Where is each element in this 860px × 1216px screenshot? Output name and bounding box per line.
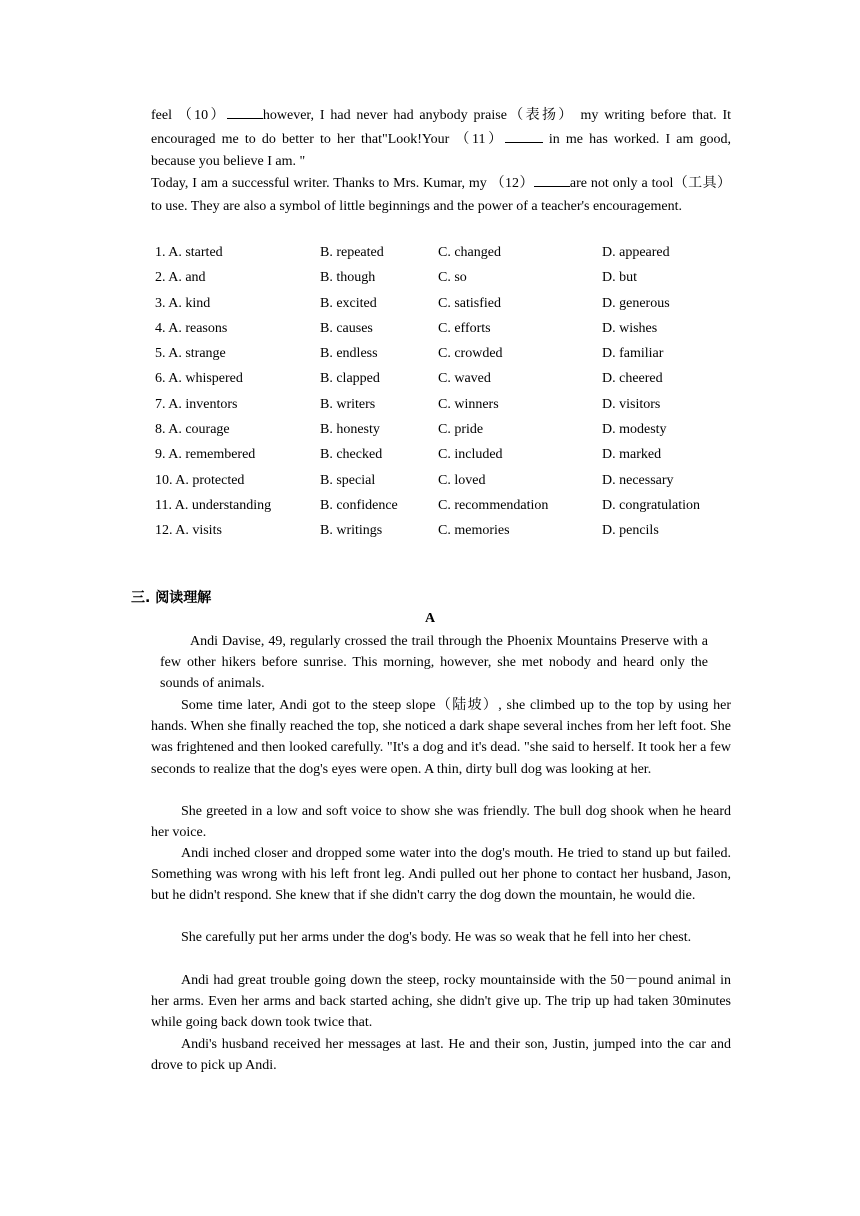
- cloze-text: Today, I am a successful writer. Thanks to Mrs. Kumar, my （12）: [151, 176, 534, 191]
- option-a: 8. A. courage: [155, 422, 230, 438]
- blank-12: [534, 172, 570, 187]
- option-row: [155, 366, 755, 391]
- cloze-paragraph-1: [151, 104, 731, 174]
- option-d: D. congratulation: [602, 497, 700, 513]
- option-b: B. causes: [320, 320, 373, 336]
- option-c: C. pride: [438, 422, 484, 438]
- option-c: C. crowded: [438, 346, 503, 362]
- option-d: D. modesty: [602, 422, 667, 438]
- option-b: B. checked: [320, 447, 383, 463]
- option-c: C. winners: [438, 396, 499, 412]
- option-c: C. changed: [438, 245, 501, 260]
- cloze-paragraph-2: [151, 172, 731, 218]
- option-a: 9. A. remembered: [155, 447, 256, 463]
- option-d: D. familiar: [602, 346, 664, 362]
- option-row: [155, 265, 755, 290]
- option-b: B. writings: [320, 523, 383, 539]
- option-a: 7. A. inventors: [155, 396, 238, 412]
- option-row: [155, 392, 755, 417]
- story-paragraph-4: Andi inched closer and dropped some water into the dog's mouth. He tried to stand up but failed. Something was wrong with his left front leg. Andi pulled out her phone to contact her husband, Jason, but he didn't respond. She knew that if she didn't carry the dog down the mountain, he would die.: [151, 846, 731, 904]
- option-row: [155, 240, 755, 265]
- option-c: C. waved: [438, 371, 491, 387]
- option-row: [155, 291, 755, 316]
- options-table: [155, 240, 755, 544]
- option-c: C. included: [438, 447, 503, 463]
- option-a: 3. A. kind: [155, 295, 211, 311]
- option-a: 12. A. visits: [155, 523, 222, 539]
- option-c: C. recommendation: [438, 497, 549, 513]
- cloze-text: in me has worked. I am good, because you believe I am. ": [151, 131, 731, 169]
- story-paragraph-5: She carefully put her arms under the dog's body. He was so weak that he fell into her chest.: [181, 930, 692, 945]
- option-row: [155, 442, 755, 467]
- story-paragraph-3: She greeted in a low and soft voice to show she was friendly. The bull dog shook when he heard her voice.: [151, 804, 731, 841]
- option-d: D. pencils: [602, 523, 659, 539]
- option-b: B. endless: [320, 346, 378, 362]
- option-d: D. cheered: [602, 371, 663, 387]
- story-paragraph-2: Some time later, Andi got to the steep slope（陆坡）, she climbed up to the top by using her hands. When she finally reached the top, she noticed a dark shape several inches from her left foot. She was frightened and then looked carefully. "It's a dog and it's dead. "she said to herself. It took her a few seconds to realize that the dog's eyes were open. A thin, dirty bull dog was looking at her.: [151, 698, 731, 777]
- story-paragraph-1: Andi Davise, 49, regularly crossed the trail through the Phoenix Mountains Preserve with a few other hikers before sunrise. This morning, however, she met nobody and heard only the sounds of animals.: [160, 634, 708, 692]
- option-b: B. special: [320, 472, 376, 488]
- story-paragraph-6: Andi had great trouble going down the steep, rocky mountainside with the 50－pound animal in her arms. Even her arms and back started aching, she didn't give up. The trip up had taken 30minutes while going back down took twice that.: [151, 973, 731, 1031]
- option-b: B. clapped: [320, 371, 380, 387]
- option-a: 10. A. protected: [155, 472, 245, 488]
- option-a: 1. A. started: [155, 245, 223, 260]
- section-title: 三. 阅读理解: [131, 590, 212, 606]
- option-b: B. excited: [320, 295, 377, 311]
- option-row: [155, 468, 755, 493]
- option-b: B. though: [320, 270, 376, 286]
- cloze-text: feel （10）: [151, 108, 227, 123]
- option-d: D. visitors: [602, 396, 661, 412]
- option-a: 4. A. reasons: [155, 320, 228, 336]
- option-row: [155, 341, 755, 366]
- option-d: D. but: [602, 270, 637, 286]
- blank-11: [505, 128, 543, 143]
- option-a: 6. A. whispered: [155, 371, 243, 387]
- option-c: C. so: [438, 270, 467, 286]
- option-row: [155, 316, 755, 341]
- option-c: C. loved: [438, 472, 486, 488]
- blank-10: [227, 104, 263, 119]
- option-d: D. marked: [602, 447, 662, 463]
- option-a: 2. A. and: [155, 270, 206, 286]
- option-row: [155, 518, 755, 543]
- option-a: 5. A. strange: [155, 346, 226, 362]
- option-d: D. wishes: [602, 320, 658, 336]
- option-row: [155, 417, 755, 442]
- option-row: [155, 493, 755, 518]
- cloze-text: are not only a tool（工具）to use. They are also a symbol of little beginnings and the power of a teacher's encouragement.: [151, 176, 731, 214]
- story-paragraph-7: Andi's husband received her messages at last. He and their son, Justin, jumped into the car and drove to pick up Andi.: [151, 1037, 731, 1074]
- option-a: 11. A. understanding: [155, 497, 272, 513]
- option-d: D. appeared: [602, 245, 670, 260]
- option-b: B. repeated: [320, 245, 384, 260]
- option-b: B. writers: [320, 396, 376, 412]
- option-d: D. necessary: [602, 472, 674, 488]
- option-c: C. memories: [438, 523, 510, 539]
- option-c: C. efforts: [438, 320, 491, 336]
- option-c: C. satisfied: [438, 295, 501, 311]
- passage-label: A: [424, 611, 436, 626]
- option-d: D. generous: [602, 295, 670, 311]
- option-b: B. honesty: [320, 422, 380, 438]
- option-b: B. confidence: [320, 497, 398, 513]
- cloze-text: however, I had never had anybody praise（表扬） my writing before that. It encouraged me to do better to her that"Look!Your （11）: [151, 108, 732, 147]
